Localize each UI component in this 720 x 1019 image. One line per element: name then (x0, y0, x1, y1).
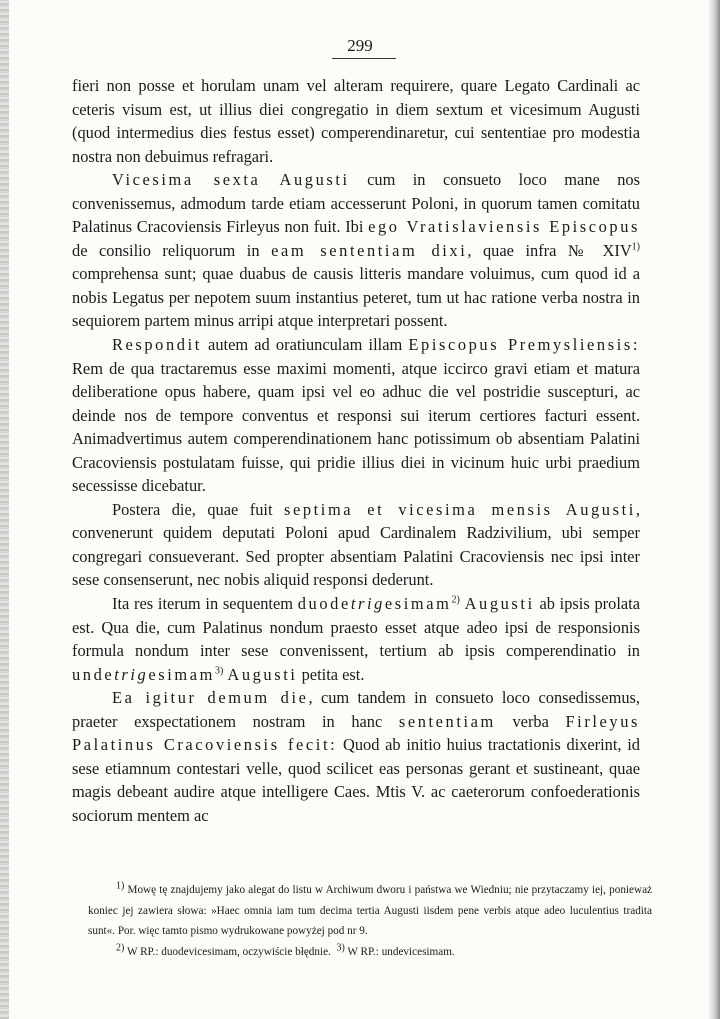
spaced-lead: Ea igitur demum die (112, 688, 309, 708)
footnote-ref-1: 1) (631, 241, 640, 253)
spaced-lead: Respondit (112, 335, 202, 355)
footnote-1: $^{1)}$ Mowę tę znajdujemy jako alegat do listu w Archiwum dworu i państwa we Wiedniu; nie przytaczamy iej, ponieważ koniec jej zawiera słowa: »Haec omnia iam tum decima tertia Augusti iisdem pene verbis atque adeo luculentius tradita sunt«. Por. więc tamto pismo wydrukowane powyżej pod nr 9. (88, 880, 652, 937)
paragraph-3: Respondit autem ad oratiunculam illam Episcopus Premysliensis: Rem de qua tractaremus esse maximi momenti, atque iccirco gravi etiam et matura deliberatione opus habere, quam ipsi vel eo adhuc die vel postridie suscepturi, ac deinde nos de tempore conventus et responsi sui iterum certiores facturi essent. Animadvertimus autem comperendinationem hanc potissimum ob absentiam Palatini Cracoviensis postulatam fuisse, qui pridie illius diei in vicinum huic urbi praedium secessisse dicebatur. (72, 335, 640, 496)
page-number: 299 (347, 36, 373, 55)
spaced-name: ego Vratislaviensis Episcopus (368, 217, 640, 237)
page-shadow-edge (708, 0, 720, 1019)
spaced-phrase: eam sententiam dixi (271, 240, 468, 260)
page-number-rule (332, 58, 396, 59)
paragraph-5: Ita res iterum in sequentem duodetrigesimam$^{2)}$ Augusti ab ipsis prolata est. Qua die, cum Palatinus nondum praesto esset atque adeo ipsi de responsionis formula nondum inter sese convenissent, tertium ab ipsis comperendinatio in undetrigesimam$^{3)}$ Augusti petita est. (72, 594, 640, 684)
footnote-ref-2: 2) (451, 594, 460, 606)
spaced-name: Episcopus Premysliensis: (408, 335, 640, 355)
body-text (72, 74, 640, 828)
footnotes (88, 880, 652, 962)
paragraph-6: Ea igitur demum die, cum tandem in consueto loco consedissemus, praeter exspectationem nostram in hanc sententiam verba Firleyus Palatinus Cracoviensis fecit: Quod ab initio huius tractationis dixerint, id sese etiamnum contestari velle, quod scilicet eas personas gerant et sustineant, quae magis debeant audire atque intelligere Caes. Mtis V. ac caeterorum confoederationis sociorum mentem ac (72, 688, 640, 825)
paragraph-2: Vicesima sexta Augusti cum in consueto loco mane nos convenissemus, admodum tarde etiam accesserunt Poloni, in quorum tamen comitatu Palatinus Cracoviensis Firleyus non fuit. Ibi ego Vratislaviensis Episcopus de consilio reliquorum in eam sententiam dixi, quae infra № XIV$^{1)}$ comprehensa sunt; quae duabus de causis litteris mandare voluimus, cum quod id a nobis Legatus per nepotem suum instantius peteret, tum ut hac ratione verba nostra in sequiorem partem minus arripi atque interpretari possent. (72, 170, 640, 331)
paragraph-1: fieri non posse et horulam unam vel alteram requirere, quare Legato Cardinali ac ceteris visum est, ut illius diei congregatio in diem sextum et vicesimum Augusti (quod intermedius dies festus esset) comperendinaretur, cui sententiae pro modestia nostra non debuimus refragari. (72, 76, 640, 166)
footnote-ref-3: 3) (214, 665, 224, 677)
spaced-date: septima et vicesima mensis Augusti (283, 499, 636, 519)
spaced-name: Firleyus Palatinus Cracoviensis fecit: (72, 711, 640, 755)
date-lead: Vicesima sexta Augusti (112, 170, 350, 190)
emphasized-fragment: trig (114, 664, 149, 684)
book-binding-edge (0, 0, 9, 1019)
footnote-2-3: $^{2)}$ W RP.: duodevicesimam, oczywiście błędnie. $^{3)}$ W RP.: undevicesimam. (116, 941, 455, 958)
paragraph-4: Postera die, quae fuit septima et vicesima mensis Augusti, convenerunt quidem deputati Poloni apud Cardinalem Radzivilium, ubi semper congregari consueverant. Sed propter absentiam Palatini Cracoviensis nec ipsi inter sese consenserunt, nec nobis aliquid responsi dederunt. (72, 499, 640, 590)
emphasized-fragment: trig (350, 594, 385, 614)
